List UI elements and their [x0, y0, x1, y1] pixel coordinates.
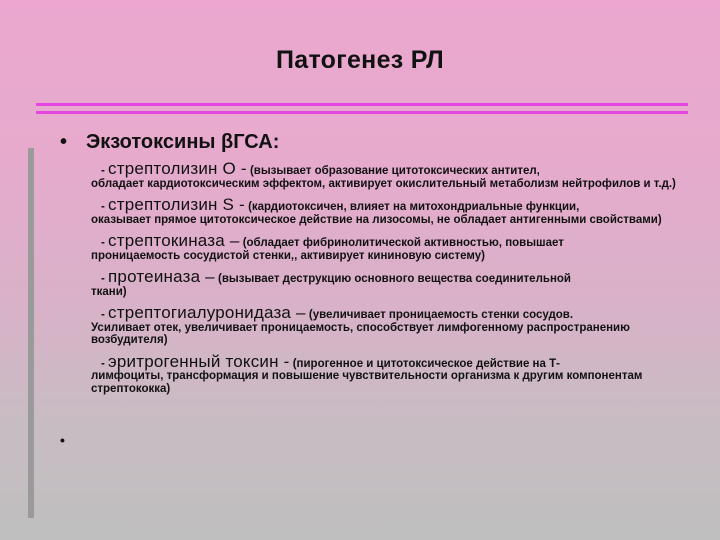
bullet-dot: • [60, 131, 68, 153]
toxin-term: стрептолизин S - [108, 195, 245, 214]
toxin-term: эритрогенный токсин - [108, 351, 290, 371]
toxin-desc-first: (обладает фибринолитической активностью, повышает [242, 237, 564, 249]
toxin-desc-first: (вызывает деструкцию основного вещества соединительной [218, 273, 571, 285]
toxin-term: стрептогиалуронидаза – [108, 303, 306, 322]
toxin-desc-rest: оказывает прямое цитотоксическое действие на лизосомы, не обладает антигенными свойствами) [91, 213, 662, 226]
toxin-desc-rest: проницаемость сосудистой стенки,, активирует кининовую систему) [91, 249, 485, 262]
toxin-desc-rest: Усиливает отек, увеличивает проницаемость, способствует лимфогенному распространению возбудителя) [91, 321, 630, 346]
toxin-term: протеиназа – [108, 267, 215, 286]
slide-title: Патогенез РЛ [276, 46, 444, 74]
toxin-desc-rest: ткани) [91, 285, 127, 298]
toxin-item-proteinase: - протеиназа – (вызывает деструкцию основного вещества соединительной ткани) [91, 271, 691, 298]
toxin-desc-first: (пирогенное и цитотоксическое действие на Т- [292, 357, 560, 370]
toxin-item-streptolysin-s: - стрептолизин S - (кардиотоксичен, влияет на митохондриальные функции, оказывает прямое цитотоксическое действие на лизосомы, не обладает антигенными свойствами) [91, 199, 691, 226]
empty-bullet: • [60, 432, 65, 448]
main-bullet [60, 131, 279, 154]
toxin-desc-first: (вызывает образование цитотоксических антител, [249, 165, 540, 177]
title-underline-bar-bottom [36, 111, 688, 114]
title-underline [36, 103, 688, 119]
toxin-list [91, 159, 691, 404]
toxin-term: стрептокиназа – [108, 231, 240, 250]
toxin-item-streptohyaluronidase: - стрептогиалуронидаза – (увеличивает проницаемость стенки сосудов. Усиливает отек, увеличивает проницаемость, способствует лимфогенному распространению возбудителя) [91, 307, 691, 347]
toxin-desc-rest: лимфоциты, трансформация и повышение чувствительности организма к другим компонентам стрептококка) [91, 370, 643, 395]
toxin-item-erythrogenic-toxin: - эритрогенный токсин - (пирогенное и цитотоксическое действие на Т- лимфоциты, трансформация и повышение чувствительности организма к другим компонентам стрептококка) [91, 356, 691, 396]
toxin-desc-first: (кардиотоксичен, влияет на митохондриальные функции, [248, 201, 580, 213]
toxin-item-streptolysin-o: - стрептолизин О - (вызывает образование цитотоксических антител, обладает кардиотоксическим эффектом, активирует окислительный метаболизм нейтрофилов и т.д.) [91, 163, 691, 190]
main-bullet-text: Экзотоксины βГСА: [86, 131, 280, 153]
toxin-item-streptokinase: - стрептокиназа – (обладает фибринолитической активностью, повышает проницаемость сосудистой стенки,, активирует кининовую систему) [91, 235, 691, 262]
title-underline-bar-top [36, 103, 688, 106]
toxin-term: стрептолизин О - [108, 159, 247, 178]
toxin-desc-first: (увеличивает проницаемость стенки сосудов. [308, 309, 574, 321]
toxin-desc-rest: обладает кардиотоксическим эффектом, активирует окислительный метаболизм нейтрофилов и т.д.) [91, 177, 676, 190]
left-vertical-rule [28, 148, 34, 518]
